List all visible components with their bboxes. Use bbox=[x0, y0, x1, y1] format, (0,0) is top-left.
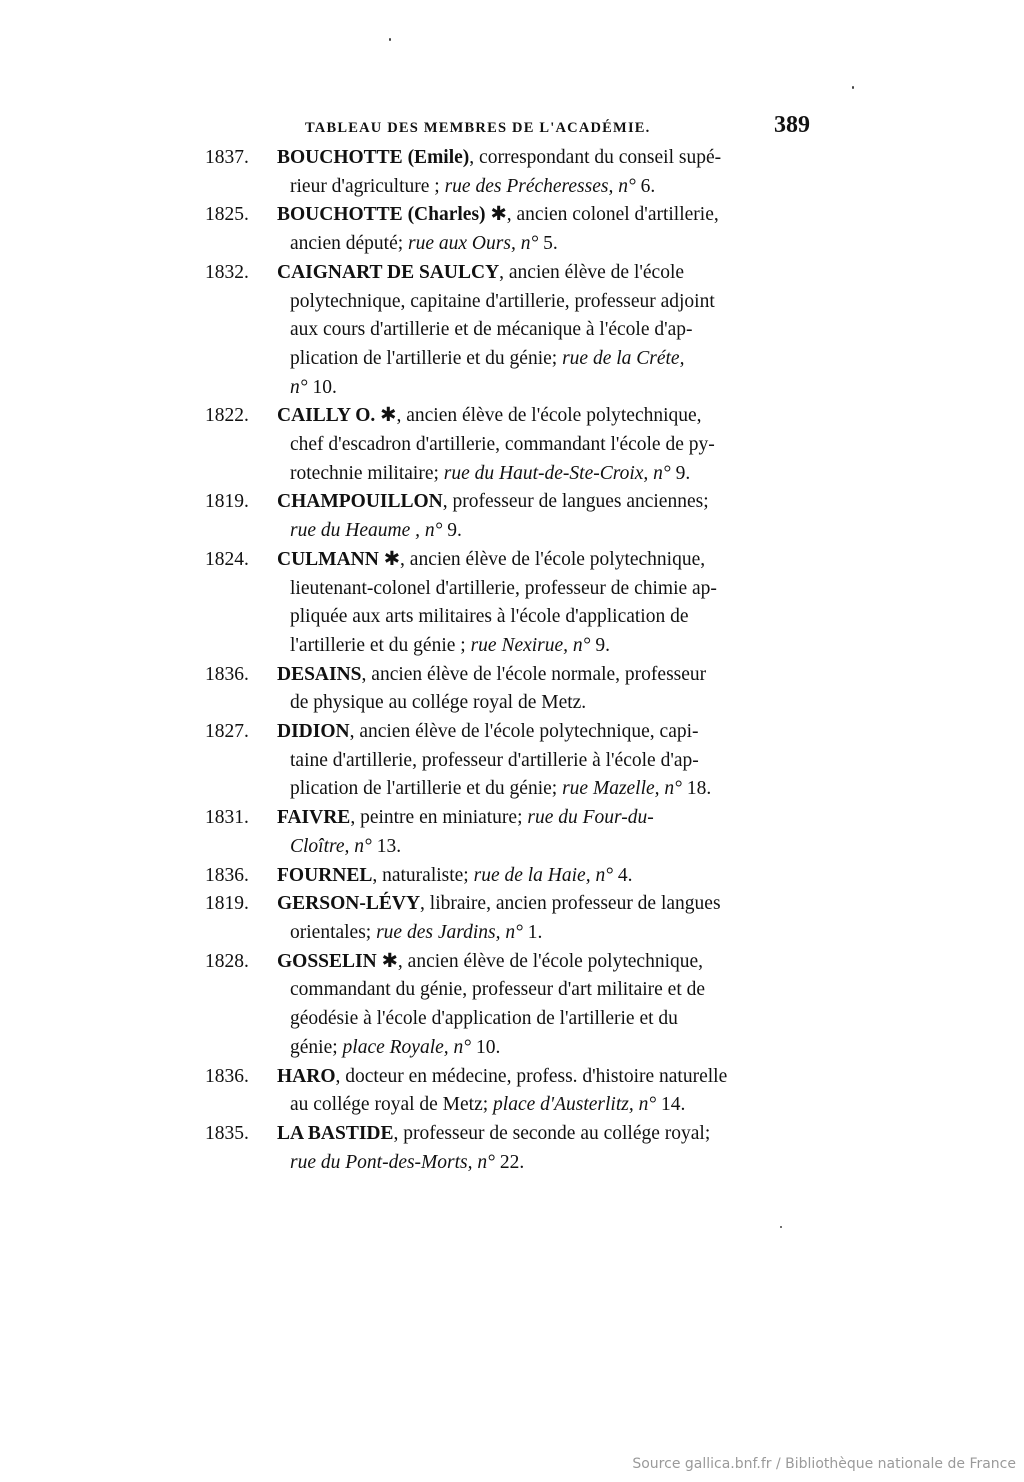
election-year: 1836. bbox=[205, 663, 249, 685]
member-address: place Royale, n° bbox=[342, 1036, 472, 1058]
member-description: 22. bbox=[494, 1151, 525, 1173]
entry-continuation-line bbox=[205, 919, 813, 948]
entry-text bbox=[277, 804, 654, 833]
entry-lead bbox=[205, 259, 684, 288]
member-name: GERSON-LÉVY bbox=[277, 893, 421, 915]
member-description: plication de l'artillerie et du génie; bbox=[290, 347, 563, 369]
election-year: 1819. bbox=[205, 893, 249, 915]
member-description: ✱, ancien élève de l'école polytechnique, bbox=[375, 405, 702, 427]
election-year: 1825. bbox=[205, 204, 249, 226]
member-description: 4. bbox=[613, 864, 633, 886]
entry-lead bbox=[205, 804, 654, 833]
member-description: aux cours d'artillerie et de mécanique à l'école d'ap- bbox=[290, 319, 693, 341]
entry-text bbox=[277, 1120, 710, 1149]
member-address: rue des Précheresses, n° bbox=[444, 175, 636, 197]
election-year: 1827. bbox=[205, 721, 249, 743]
member-description: ✱, ancien élève de l'école polytechnique, bbox=[378, 548, 706, 570]
member-description: , professeur de seconde au collége royal; bbox=[393, 1122, 711, 1144]
entry-text bbox=[277, 259, 684, 288]
entry-continuation-line bbox=[205, 575, 813, 604]
member-address: rue du Haut-de-Ste-Croix, n° bbox=[443, 462, 671, 484]
entry-text bbox=[277, 546, 705, 575]
member-entry bbox=[205, 890, 813, 947]
entry-lead bbox=[205, 1120, 710, 1149]
entry-continuation-line bbox=[205, 374, 813, 403]
member-entry bbox=[205, 1063, 813, 1120]
member-description: 13. bbox=[371, 835, 402, 857]
entry-first-line bbox=[205, 661, 813, 690]
election-year: 1828. bbox=[205, 950, 249, 972]
entry-continuation-line bbox=[205, 1005, 813, 1034]
member-description: taine d'artillerie, professeur d'artillerie à l'école d'ap- bbox=[290, 749, 699, 771]
member-address: Cloître, n° bbox=[290, 835, 372, 857]
member-description: 6. bbox=[635, 175, 656, 197]
member-description: pliquée aux arts militaires à l'école d'application de bbox=[290, 606, 689, 628]
entry-continuation-line bbox=[205, 747, 813, 776]
entry-first-line bbox=[205, 144, 813, 173]
member-description: 14. bbox=[656, 1094, 686, 1116]
page-header bbox=[305, 112, 810, 144]
member-entry bbox=[205, 402, 813, 488]
member-description: , correspondant du conseil supé- bbox=[469, 147, 722, 168]
entry-lead bbox=[205, 661, 706, 690]
member-description: rotechnie militaire; bbox=[290, 462, 444, 484]
entry-text bbox=[277, 661, 706, 690]
member-name: GOSSELIN bbox=[277, 950, 377, 972]
entry-continuation-line bbox=[205, 431, 813, 460]
entry-lead bbox=[205, 718, 699, 747]
member-description: 10. bbox=[307, 376, 337, 398]
entry-continuation-line bbox=[205, 230, 813, 259]
entry-continuation-line bbox=[205, 775, 813, 804]
member-entry bbox=[205, 144, 813, 201]
member-entry bbox=[205, 546, 813, 661]
entry-continuation-line bbox=[205, 603, 813, 632]
entry-first-line bbox=[205, 890, 813, 919]
entry-text bbox=[277, 488, 709, 517]
entry-text bbox=[277, 402, 702, 431]
election-year: 1837. bbox=[205, 147, 249, 168]
member-address: rue Nexirue, n° bbox=[470, 634, 591, 656]
member-description: 5. bbox=[538, 233, 558, 255]
member-description: orientales; bbox=[290, 921, 377, 943]
source-attribution: Source gallica.bnf.fr / Bibliothèque nationale de France bbox=[632, 1456, 1016, 1472]
page-number: 389 bbox=[774, 112, 810, 138]
member-address: rue du Heaume , n° bbox=[290, 520, 443, 542]
scan-speck bbox=[389, 38, 391, 41]
running-title: TABLEAU DES MEMBRES DE L'ACADÉMIE. bbox=[305, 120, 651, 136]
entry-lead bbox=[205, 890, 721, 919]
election-year: 1822. bbox=[205, 405, 249, 427]
member-description: 9. bbox=[670, 462, 691, 484]
member-description: , professeur de langues anciennes; bbox=[442, 491, 709, 513]
entry-lead bbox=[205, 488, 709, 517]
entry-lead bbox=[205, 144, 721, 173]
member-entry bbox=[205, 661, 813, 718]
entry-continuation-line bbox=[205, 517, 813, 546]
member-description: rieur d'agriculture ; bbox=[290, 175, 445, 197]
member-description: 9. bbox=[590, 634, 610, 656]
entry-first-line bbox=[205, 402, 813, 431]
entry-continuation-line bbox=[205, 833, 813, 862]
election-year: 1831. bbox=[205, 807, 249, 829]
member-description: géodésie à l'école d'application de l'artillerie et du bbox=[290, 1008, 678, 1030]
member-description: l'artillerie et du génie ; bbox=[290, 634, 471, 656]
member-list bbox=[205, 144, 813, 1177]
member-name: HARO bbox=[277, 1065, 336, 1087]
member-name: FAIVRE bbox=[277, 807, 351, 829]
member-address: rue de la Créte, bbox=[562, 347, 685, 369]
entry-first-line bbox=[205, 259, 813, 288]
entry-first-line bbox=[205, 862, 813, 891]
member-name: DESAINS bbox=[277, 663, 362, 685]
entry-text bbox=[277, 718, 699, 747]
member-entry bbox=[205, 862, 813, 891]
member-name: LA BASTIDE bbox=[277, 1122, 394, 1144]
member-entry bbox=[205, 1120, 813, 1177]
entry-text bbox=[277, 1063, 727, 1092]
member-description: , naturaliste; bbox=[372, 864, 474, 886]
entry-continuation-line bbox=[205, 1149, 813, 1178]
member-name: CULMANN bbox=[277, 548, 379, 570]
entry-first-line bbox=[205, 1063, 813, 1092]
member-name: CHAMPOUILLON bbox=[277, 491, 443, 513]
entry-text bbox=[277, 948, 703, 977]
entry-continuation-line bbox=[205, 1034, 813, 1063]
member-address: n° bbox=[290, 376, 308, 398]
entry-lead bbox=[205, 201, 719, 230]
member-entry bbox=[205, 488, 813, 545]
entry-lead bbox=[205, 948, 703, 977]
election-year: 1824. bbox=[205, 548, 249, 570]
member-description: ✱, ancien colonel d'artillerie, bbox=[485, 204, 719, 226]
member-name: FOURNEL bbox=[277, 864, 373, 886]
member-name: DIDION bbox=[277, 721, 350, 743]
entry-continuation-line bbox=[205, 173, 813, 202]
entry-first-line bbox=[205, 948, 813, 977]
entry-lead bbox=[205, 546, 705, 575]
member-name: BOUCHOTTE (Emile) bbox=[277, 147, 470, 168]
entry-continuation-line bbox=[205, 345, 813, 374]
entry-first-line bbox=[205, 718, 813, 747]
entry-text bbox=[277, 890, 721, 919]
member-address: rue aux Ours, n° bbox=[408, 233, 539, 255]
entry-continuation-line bbox=[205, 288, 813, 317]
member-entry bbox=[205, 718, 813, 804]
entry-continuation-line bbox=[205, 1091, 813, 1120]
member-address: rue de la Haie, n° bbox=[473, 864, 614, 886]
entry-text bbox=[277, 144, 721, 173]
entry-text bbox=[277, 862, 633, 891]
member-description: 9. bbox=[442, 520, 462, 542]
member-description: lieutenant-colonel d'artillerie, professeur de chimie ap- bbox=[290, 577, 717, 599]
scan-speck bbox=[852, 86, 854, 89]
member-description: polytechnique, capitaine d'artillerie, professeur adjoint bbox=[290, 290, 715, 312]
member-name: CAIGNART DE SAULCY bbox=[277, 261, 500, 283]
entry-text bbox=[277, 201, 719, 230]
member-address: place d'Austerlitz, n° bbox=[493, 1094, 657, 1116]
member-address: rue du Pont-des-Morts, n° bbox=[290, 1151, 495, 1173]
member-entry bbox=[205, 201, 813, 258]
entry-first-line bbox=[205, 1120, 813, 1149]
member-description: de physique au collége royal de Metz. bbox=[290, 692, 587, 714]
member-description: , ancien élève de l'école polytechnique, capi- bbox=[349, 721, 699, 743]
member-address: rue du Four-du- bbox=[527, 807, 654, 829]
entry-first-line bbox=[205, 201, 813, 230]
member-description: ancien député; bbox=[290, 233, 409, 255]
member-name: BOUCHOTTE (Charles) bbox=[277, 204, 486, 226]
member-entry bbox=[205, 259, 813, 403]
member-description: plication de l'artillerie et du génie; bbox=[290, 778, 563, 800]
entry-continuation-line bbox=[205, 632, 813, 661]
election-year: 1836. bbox=[205, 864, 249, 886]
member-description: , peintre en miniature; bbox=[350, 807, 528, 829]
member-address: rue des Jardins, n° bbox=[376, 921, 523, 943]
member-description: , ancien élève de l'école bbox=[499, 261, 685, 283]
member-name: CAILLY O. bbox=[277, 405, 376, 427]
entry-continuation-line bbox=[205, 460, 813, 489]
entry-lead bbox=[205, 862, 633, 891]
member-description: , ancien élève de l'école normale, professeur bbox=[361, 663, 707, 685]
member-description: , docteur en médecine, profess. d'histoire naturelle bbox=[335, 1065, 728, 1087]
entry-lead bbox=[205, 402, 702, 431]
scan-speck bbox=[780, 1226, 782, 1228]
member-description: 1. bbox=[522, 921, 543, 943]
entry-first-line bbox=[205, 804, 813, 833]
election-year: 1836. bbox=[205, 1065, 249, 1087]
member-description: ✱, ancien élève de l'école polytechnique, bbox=[376, 950, 704, 972]
election-year: 1819. bbox=[205, 491, 249, 513]
entry-continuation-line bbox=[205, 976, 813, 1005]
entry-continuation-line bbox=[205, 689, 813, 718]
member-description: génie; bbox=[290, 1036, 343, 1058]
entry-first-line bbox=[205, 488, 813, 517]
member-description: au collége royal de Metz; bbox=[290, 1094, 494, 1116]
member-description: 10. bbox=[471, 1036, 501, 1058]
entry-lead bbox=[205, 1063, 727, 1092]
entry-continuation-line bbox=[205, 316, 813, 345]
member-entry bbox=[205, 948, 813, 1063]
election-year: 1832. bbox=[205, 261, 249, 283]
entry-first-line bbox=[205, 546, 813, 575]
member-description: commandant du génie, professeur d'art militaire et de bbox=[290, 979, 706, 1001]
member-description: chef d'escadron d'artillerie, commandant l'école de py- bbox=[290, 434, 715, 456]
member-description: , libraire, ancien professeur de langues bbox=[420, 893, 721, 915]
member-address: rue Mazelle, n° bbox=[562, 778, 682, 800]
election-year: 1835. bbox=[205, 1122, 249, 1144]
member-entry bbox=[205, 804, 813, 861]
member-description: 18. bbox=[681, 778, 712, 800]
